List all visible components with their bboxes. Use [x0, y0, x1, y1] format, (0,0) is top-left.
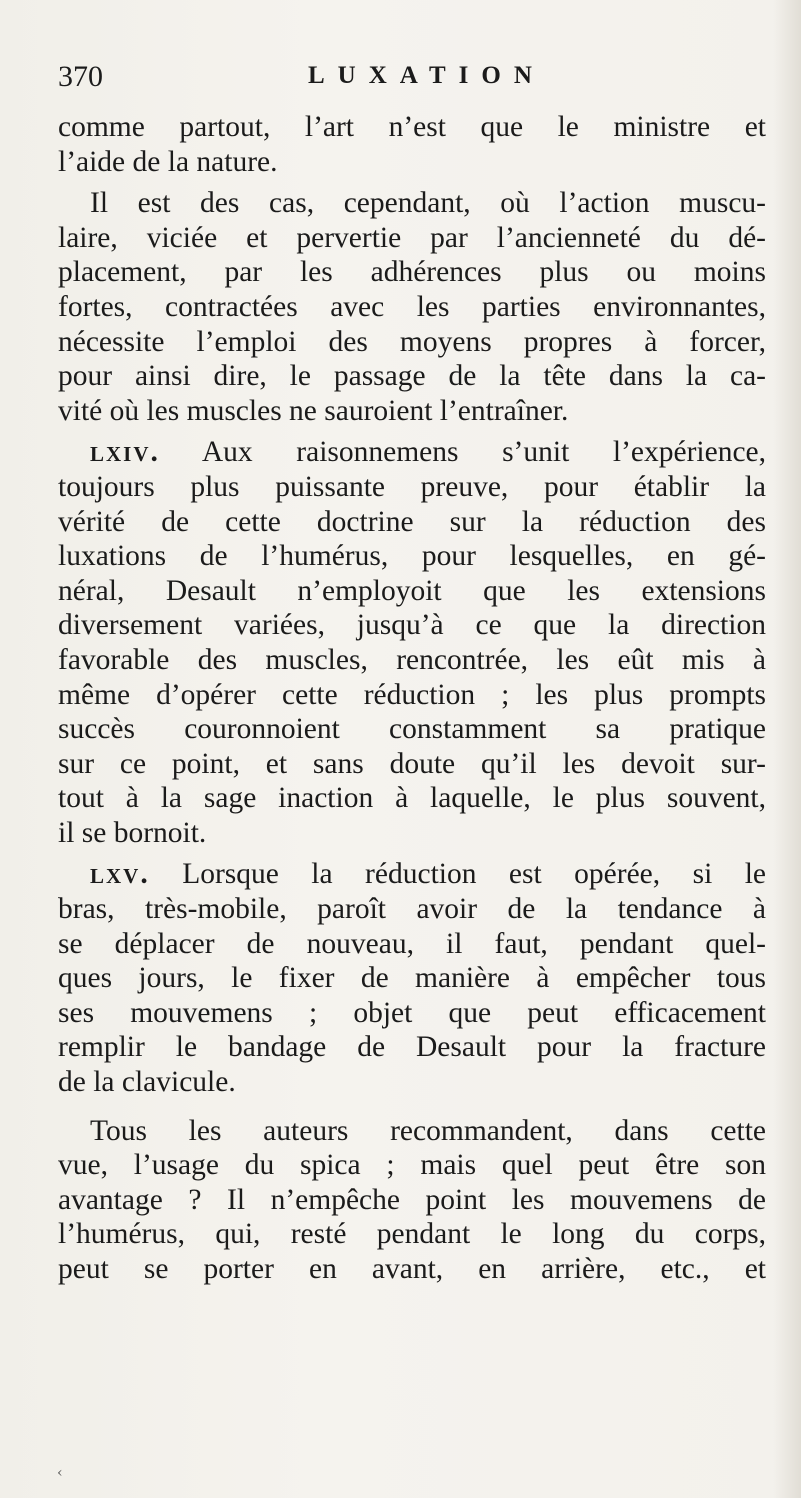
paragraph-1 [58, 110, 766, 179]
text-line: favorable des muscles, rencontrée, les eût mis à [58, 643, 766, 676]
text-line: avantage ? Il n’empêche point les mouvemens de [58, 1183, 766, 1216]
running-head: LUXATION [308, 62, 545, 89]
text-line: luxations de l’humérus, pour lesquelles, en gé- [58, 540, 766, 573]
text-line: de la clavicule. [58, 1066, 236, 1099]
paragraph-5 [58, 1114, 766, 1287]
section-number: lxv. [90, 858, 150, 891]
text-line: tout à la sage inaction à laquelle, le plus souvent, [58, 782, 766, 815]
text-line: l’humérus, qui, resté pendant le long du corps, [58, 1218, 766, 1251]
paragraph-2 [58, 186, 766, 428]
text-line: vue, l’usage du spica ; mais quel peut être son [58, 1149, 766, 1182]
text-line: se déplacer de nouveau, il faut, pendant quel- [58, 927, 766, 960]
section-number: lxiv. [90, 436, 160, 469]
page-edge-shadow [773, 0, 801, 1498]
text-line: fortes, contractées avec les parties environnantes, [58, 290, 766, 323]
text-line: laire, viciée et pervertie par l’ancienneté du dé- [58, 221, 766, 254]
text-line: remplir le bandage de Desault pour la fracture [58, 1031, 766, 1064]
text-line: même d’opérer cette réduction ; les plus prompts [58, 678, 766, 711]
text-line: Il est des cas, cependant, où l’action muscu- [90, 187, 766, 220]
text-line: néral, Desault n’employoit que les extensions [58, 574, 766, 607]
text-line: Tous les auteurs recommandent, dans cette [90, 1114, 766, 1147]
text-line: ques jours, le fixer de manière à empêcher tous [58, 962, 766, 995]
page-body [58, 110, 766, 1287]
page-header [58, 60, 758, 100]
text-line [58, 435, 766, 470]
text-line: vité où les muscles ne sauroient l’entraîner. [58, 394, 569, 427]
text-line: succès couronnoient constamment sa pratique [58, 713, 766, 746]
text-line: l’aide de la nature. [58, 145, 278, 178]
text-run: Lorsque la réduction est opérée, si le [182, 858, 766, 891]
text-line: pour ainsi dire, le passage de la tête dans la ca- [58, 360, 766, 393]
text-line: peut se porter en avant, en arrière, etc., et [58, 1253, 766, 1285]
text-line: vérité de cette doctrine sur la réduction des [58, 505, 766, 538]
text-line: toujours plus puissante preuve, pour établir la [58, 470, 766, 503]
text-line: il se bornoit. [58, 816, 207, 849]
paragraph-lxv [58, 857, 766, 1099]
text-line: diversement variées, jusqu’à ce que la direction [58, 609, 766, 642]
text-line [58, 857, 766, 892]
text-line: placement, par les adhérences plus ou moins [58, 256, 766, 289]
text-line: sur ce point, et sans doute qu’il les devoit sur- [58, 747, 766, 780]
text-run: Aux raisonnemens s’unit l’expérience, [201, 436, 766, 469]
page-number: 370 [58, 60, 103, 93]
text-line: bras, très-mobile, paroît avoir de la tendance à [58, 893, 766, 926]
text-line: ses mouvemens ; objet que peut efficacement [58, 996, 766, 1029]
paragraph-lxiv [58, 435, 766, 850]
text-line: nécessite l’emploi des moyens propres à forcer, [58, 325, 766, 358]
text-line: comme partout, l’art n’est que le ministre et [58, 111, 766, 143]
footer-mark: ‹ [57, 1465, 63, 1481]
